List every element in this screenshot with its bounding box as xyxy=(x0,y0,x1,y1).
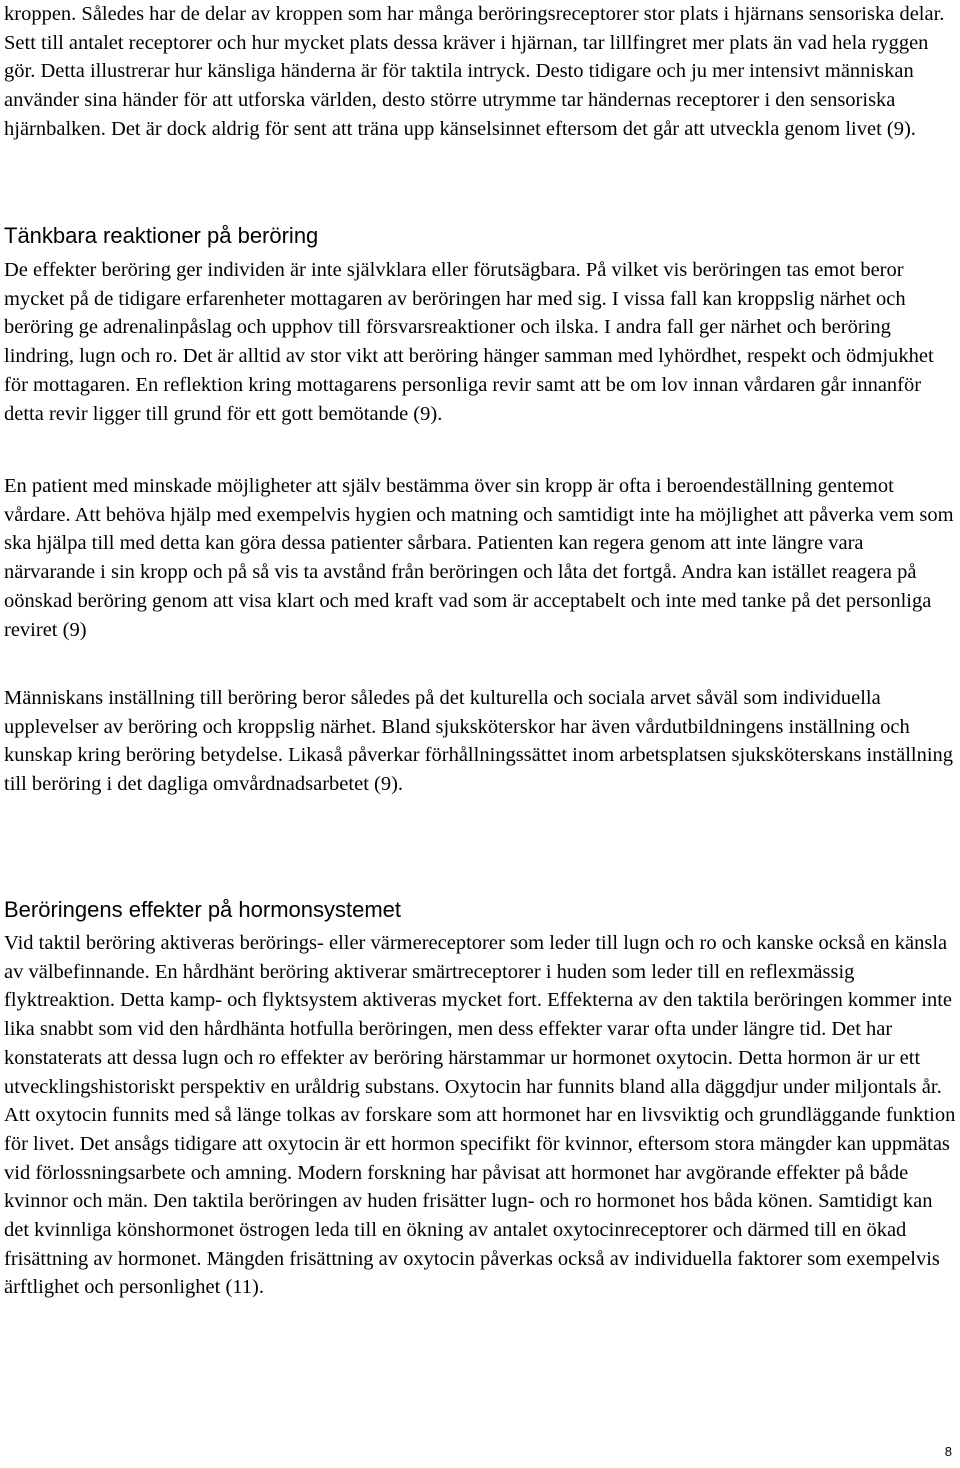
hormones-paragraph-1: Vid taktil beröring aktiveras berörings- eller värmereceptorer som leder till lugn och ro och kanske också en känsla av välbefinnande. En hårdhänt beröring aktiverar smärtreceptorer i huden som leder till en reflexmässig flyktreaktion. Detta kamp- och flyktsystem aktiveras mycket fort. Effekterna av den taktila beröringen kommer inte lika snabbt som vid den hårdhänta hotfulla beröringen, men dess effekter varar ofta under längre tid. Det har konstaterats att dessa lugn och ro effekter av beröring härstammar ur hormonet oxytocin. Detta hormon är ur ett utvecklingshistoriskt perspektiv en uråldrig substans. Oxytocin har funnits bland alla däggdjur under miljontals år. Att oxytocin funnits med så länge tolkas av forskare som att hormonet har en livsviktig och grundläggande funktion för livet. Det ansågs tidigare att oxytocin är ett hormon specifikt för kvinnor, eftersom stora mängder kan uppmätas vid förlossningsarbete och amning. Modern forskning har påvisat att hormonet har avgörande effekter på både kvinnor och män. Den taktila beröringen av huden frisätter lugn- och ro hormonet hos båda könen. Samtidigt kan det kvinnliga könshormonet östrogen leda till en ökning av antalet oxytocinreceptorer och därmed till en ökad frisättning av hormonet. Mängden frisättning av oxytocin påverkas också av individuella faktorer som exempelvis ärftlighet och personlighet (11). xyxy=(4,932,956,1299)
section-heading-hormones: Beröringens effekter på hormonsystemet xyxy=(4,897,402,922)
reactions-paragraph-3: Människans inställning till beröring beror således på det kulturella och sociala arvet såväl som individuella upplevelser av beröring och kroppslig närhet. Bland sjuksköterskor har även vårdutbildningens inställning och kunskap kring beröring betydelse. Likaså påverkar förhållningssättet inom arbetsplatsen sjuksköterskans inställning till beröring i det dagliga omvårdnadsarbetet (9). xyxy=(4,687,954,796)
intro-paragraph: kroppen. Således har de delar av kroppen som har många beröringsreceptorer stor plats i hjärnans sensoriska delar. Sett till antalet receptorer och hur mycket plats dessa kräver i hjärnan, tar lillfingret mer plats än vad hela ryggen gör. Detta illustrerar hur känsliga händerna är för taktila intryck. Desto tidigare och ju mer intensivt människan använder sina händer för att utforska världen, desto större utrymme tar händernas receptorer i den sensoriska hjärnbalken. Det är dock aldrig för sent att träna upp känselsinnet eftersom det går att utveckla genom livet (9). xyxy=(4,3,945,140)
section-heading-reactions: Tänkbara reaktioner på beröring xyxy=(4,223,319,248)
page-number: 8 xyxy=(944,1444,952,1459)
reactions-paragraph-2: En patient med minskade möjligheter att själv bestämma över sin kropp är ofta i beroendeställning gentemot vårdare. Att behöva hjälp med exempelvis hygien och matning och samtidigt inte ha möjlighet att påverka vem som ska hjälpa till med detta kan göra dessa patienter sårbara. Patienten kan regera genom att inte längre vara närvarande i sin kropp och på så vis ta avstånd från beröringen och låta det fortgå. Andra kan istället reagera på oönskad beröring genom att visa klart och med kraft vad som är acceptabelt och inte med tanke på det personliga reviret (9) xyxy=(4,475,954,641)
reactions-paragraph-1: De effekter beröring ger individen är inte självklara eller förutsägbara. På vilket vis beröringen tas emot beror mycket på de tidigare erfarenheter mottagaren av beröringen har med sig. I vissa fall kan kroppslig närhet och beröring ge adrenalinpåslag och upphov till försvarsreaktioner och ilska. I andra fall ger närhet och beröring lindring, lugn och ro. Det är alltid av stor vikt att beröring hänger samman med lyhördhet, respekt och ödmjukhet för mottagaren. En reflektion kring mottagarens personliga revir samt att be om lov innan vårdaren går innanför detta revir ligger till grund för ett gott bemötande (9). xyxy=(4,259,934,425)
